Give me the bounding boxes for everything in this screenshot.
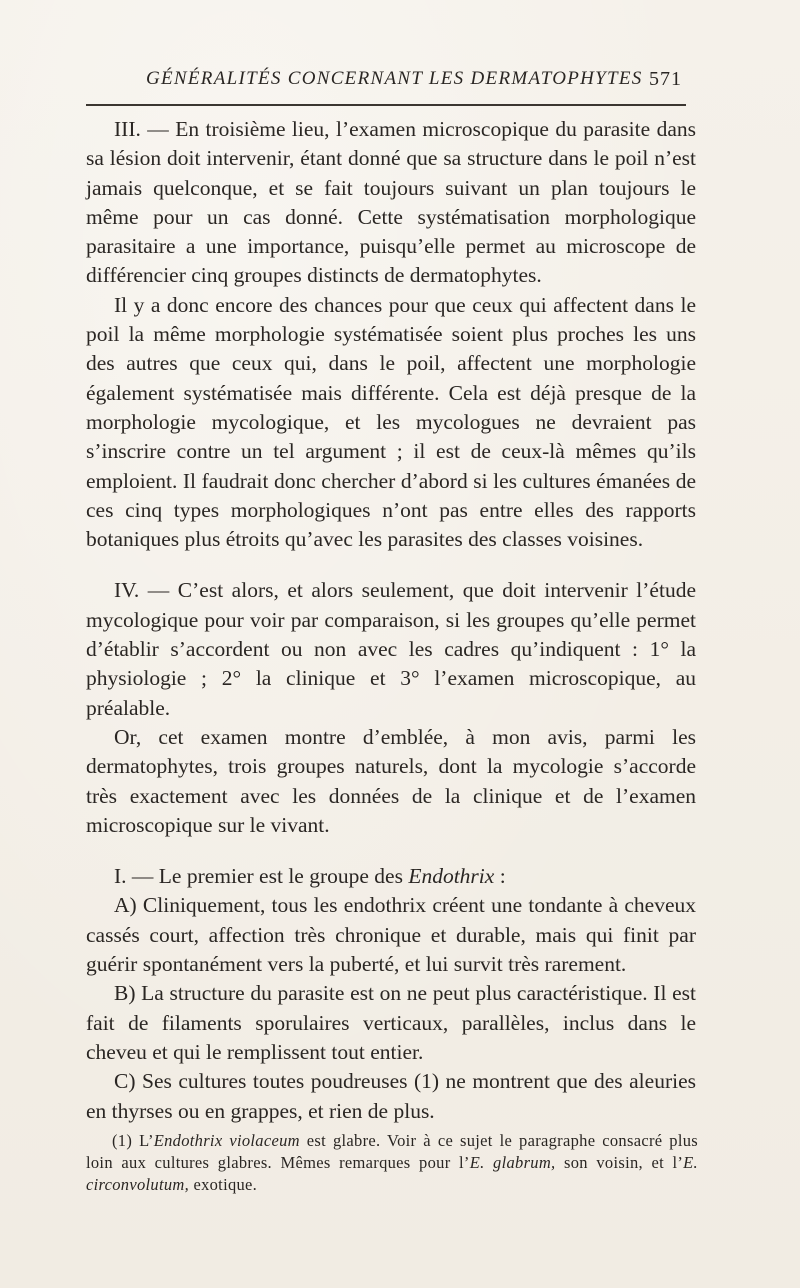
running-title: GÉNÉRALITÉS CONCERNANT LES DERMATOPHYTES xyxy=(146,68,643,89)
paragraph-groupe-endothrix xyxy=(86,862,696,891)
paragraph-il-y-a-donc: Il y a donc encore des chances pour que ceux qui affectent dans le poil la même morphologie systématisée soient plus proches les uns des autres que ceux qui, dans le poil, affectent une morphologie également systématisée mais différente. Cela est déjà presque de la morphologie mycologique, et les mycologues ne devraient pas s’inscrire contre un tel argument ; il est de ceux-là mêmes qu’ils emploient. Il faudrait donc chercher d’abord si les cultures émanées de ces cinq types morphologiques n’ont pas entre elles des rapports botaniques plus étroits qu’avec les parasites des classes voisines. xyxy=(86,292,696,552)
footnote-italic-3: E. circonvolutum, xyxy=(86,1153,698,1194)
paragraph-or-cet-examen: Or, cet examen montre d’emblée, à mon avis, parmi les dermatophytes, trois groupes naturels, dont la mycologie s’accorde très exactement avec les données de la clinique et de l’examen microscopique sur le vivant. xyxy=(86,724,696,837)
endothrix-intro-text: I. — Le premier est le groupe des xyxy=(114,864,403,889)
footnote xyxy=(86,1130,698,1196)
footnote-part-4: exotique. xyxy=(189,1175,258,1194)
body-text xyxy=(86,115,696,1126)
paragraph-iii: III. — En troisième lieu, l’examen microscopique du parasite dans sa lésion doit intervenir, étant donné que sa structure dans le poil n’est jamais quelconque, et se fait toujours suivant un plan toujours le même pour un cas donné. Cette systématisation morphologique parasitaire a une importance, puisqu’elle permet au microscope de différencier cinq groupes distincts de dermatophytes. xyxy=(86,117,696,288)
footnote-part-2: est glabre. Voir à ce sujet le paragraphe consacré plus loin aux cultures glabres. Mêmes remarques pour l’ xyxy=(86,1131,698,1172)
footnote-marker: (1) xyxy=(112,1131,140,1150)
paragraph-b-structure: B) La structure du parasite est on ne peut plus caractéristique. Il est fait de filaments sporulaires verticaux, parallèles, inclus dans le cheveu et qui le remplissent tout entier. xyxy=(86,981,696,1064)
endothrix-term: Endothrix xyxy=(408,864,495,889)
footnote-part-3: son voisin, et l’ xyxy=(555,1153,684,1172)
endothrix-intro-suffix: : xyxy=(494,864,506,889)
footnote-text xyxy=(86,1130,698,1196)
footnote-italic-1: Endothrix violaceum xyxy=(153,1131,300,1150)
footnote-italic-2: E. glabrum, xyxy=(469,1153,556,1172)
footnote-part-1: L’ xyxy=(139,1131,154,1150)
page-header xyxy=(86,64,686,96)
paragraph-c-cultures: C) Ses cultures toutes poudreuses (1) ne montrent que des aleuries en thyrses ou en grappes, et rien de plus. xyxy=(86,1069,696,1123)
page-number: 571 xyxy=(649,68,682,90)
header-rule xyxy=(86,104,686,106)
paragraph-a-cliniquement: A) Cliniquement, tous les endothrix créent une tondante à cheveux cassés court, affection très chronique et durable, mais qui finit par guérir spontanément vers la puberté, et lui survit très rarement. xyxy=(86,893,696,977)
paragraph-iv: IV. — C’est alors, et alors seulement, que doit intervenir l’étude mycologique pour voir par comparaison, si les groupes qu’elle permet d’établir s’accordent ou non avec les cadres qu’indiquent : 1° la physiologie ; 2° la clinique et 3° l’examen microscopique, au préalable. xyxy=(86,578,696,720)
